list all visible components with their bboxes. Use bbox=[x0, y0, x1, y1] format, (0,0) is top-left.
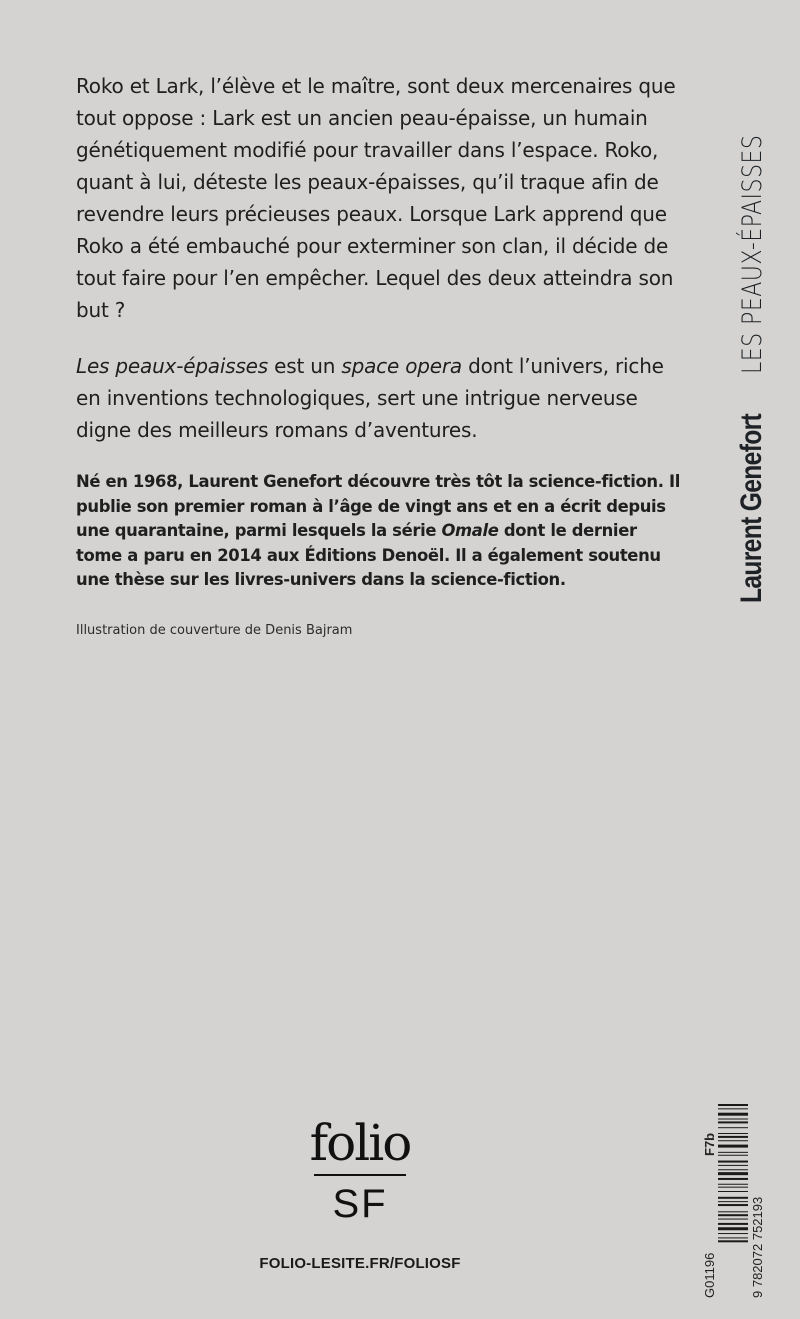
website-url: FOLIO-LESITE.FR/FOLIOSF bbox=[259, 1255, 461, 1272]
barcode-bar bbox=[718, 1219, 748, 1220]
pitch-genre: space opera bbox=[341, 354, 462, 378]
spine-author: Laurent Genefort bbox=[735, 413, 768, 603]
barcode-bar bbox=[718, 1133, 748, 1134]
barcode-bar bbox=[718, 1121, 748, 1123]
bio-series: Omale bbox=[441, 521, 499, 540]
barcode-graphic bbox=[700, 1100, 765, 1300]
barcode-bar bbox=[718, 1165, 748, 1166]
barcode-isbn: 9 782072 752193 bbox=[750, 1196, 765, 1298]
barcode-bar bbox=[718, 1204, 748, 1206]
barcode-bar bbox=[718, 1178, 748, 1180]
book-pitch bbox=[76, 350, 676, 446]
barcode-bar bbox=[718, 1161, 748, 1163]
barcode-bar bbox=[718, 1172, 748, 1175]
barcode-bar bbox=[718, 1237, 748, 1238]
barcode-bar bbox=[718, 1227, 748, 1230]
spine-text bbox=[732, 63, 772, 603]
barcode-bar bbox=[718, 1155, 748, 1156]
barcode-bar bbox=[718, 1113, 748, 1116]
barcode-bar bbox=[718, 1233, 748, 1234]
barcode-price: F7b bbox=[702, 1132, 717, 1156]
barcode-bar bbox=[718, 1136, 748, 1138]
spine-title: LES PEAUX-ÉPAISSES bbox=[736, 134, 768, 374]
barcode-bar bbox=[718, 1211, 748, 1212]
barcode bbox=[700, 1100, 765, 1300]
barcode-bar bbox=[718, 1140, 748, 1141]
barcode-bar bbox=[718, 1223, 748, 1225]
logo-sf: SF bbox=[332, 1182, 388, 1226]
barcode-bar bbox=[718, 1184, 748, 1185]
logo-folio: folio bbox=[309, 1114, 411, 1172]
logo-rule bbox=[314, 1174, 406, 1176]
barcode-bar bbox=[718, 1108, 748, 1109]
author-bio bbox=[76, 470, 686, 593]
barcode-bar bbox=[718, 1240, 748, 1242]
barcode-bar bbox=[718, 1201, 748, 1202]
folio-sf-logo bbox=[300, 1114, 420, 1226]
barcode-code: G01196 bbox=[702, 1252, 717, 1298]
pitch-title: Les peaux-épaisses bbox=[76, 354, 268, 378]
bio-part-1: Né en 1968, Laurent Genefort découvre très tôt la science-fiction. Il publie son premier roman à l’âge de vingt ans et en a écrit depuis une quarantaine, parmi lesquels la série bbox=[76, 472, 681, 540]
illustration-credit: Illustration de couverture de Denis Bajram bbox=[76, 623, 353, 638]
barcode-bar bbox=[718, 1104, 748, 1106]
barcode-bar bbox=[718, 1187, 748, 1188]
book-summary: Roko et Lark, l’élève et le maître, sont deux mercenaires que tout oppose : Lark est un ancien peau-épaisse, un humain génétiquement modifié pour travailler dans l’espace. Roko, quant à lui, déteste les peaux-épaisses, qu’il traque afin de revendre leurs précieuses peaux. Lorsque Lark apprend que Roko a été embauché pour exterminer son clan, il décide de tout faire pour l’en empêcher. Lequel des deux atteindra son but ? bbox=[76, 74, 676, 322]
barcode-bar bbox=[718, 1152, 748, 1153]
barcode-bar bbox=[718, 1127, 748, 1128]
barcode-bar bbox=[718, 1145, 748, 1148]
pitch-text-1: est un bbox=[268, 354, 342, 378]
barcode-bar bbox=[718, 1214, 748, 1216]
barcode-bar bbox=[718, 1191, 748, 1192]
barcode-bar bbox=[718, 1197, 748, 1199]
pitch-text-2: dont l’univers, riche en inventions technologiques, sert une intrigue nerveuse digne des meilleurs romans d’aventures. bbox=[76, 354, 664, 442]
bio-part-2: dont le dernier tome a paru en 2014 aux Éditions Denoël. Il a également soutenu une thèse sur les livres-univers dans la science-fiction. bbox=[76, 521, 661, 589]
barcode-bars bbox=[718, 1104, 748, 1242]
barcode-bar bbox=[718, 1119, 748, 1120]
barcode-bar bbox=[718, 1169, 748, 1170]
